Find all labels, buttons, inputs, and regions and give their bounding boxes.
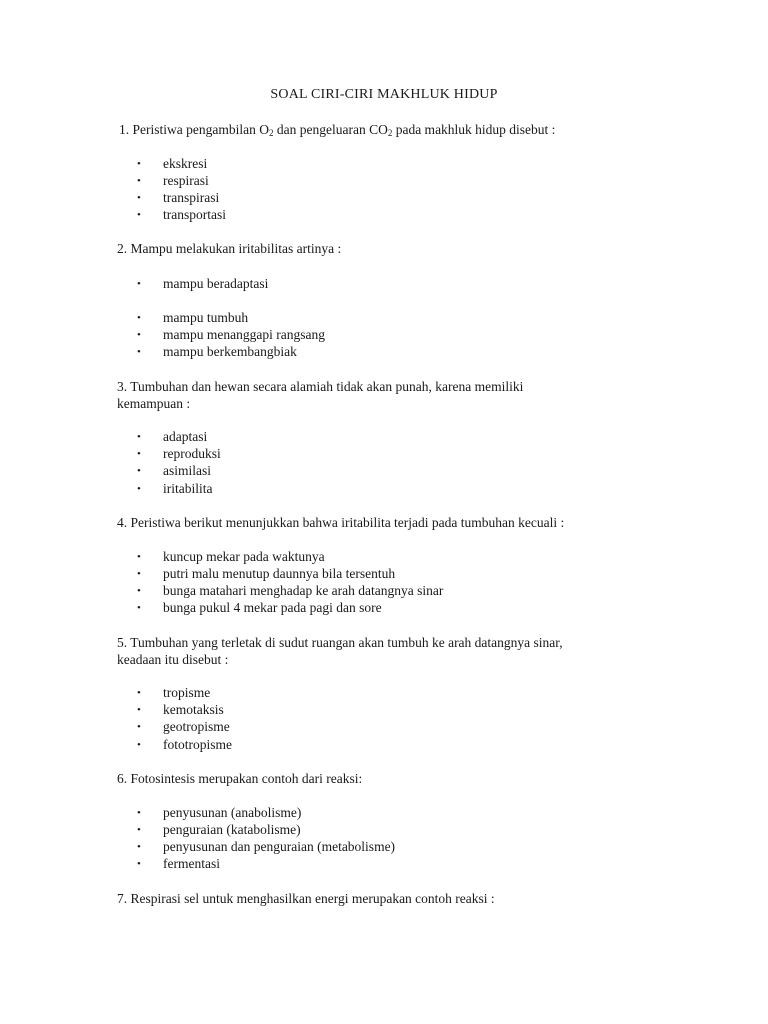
bullet-icon: • xyxy=(137,175,141,187)
question-5-option-a xyxy=(137,684,210,702)
question-5-option-b xyxy=(137,701,224,719)
question-4-option-b xyxy=(137,565,395,583)
option-label: mampu menanggapi rangsang xyxy=(163,327,325,342)
question-2-option-b xyxy=(137,309,248,327)
question-1-part1: 1. Peristiwa pengambilan O xyxy=(119,122,269,137)
bullet-icon: • xyxy=(137,431,141,443)
question-7: 7. Respirasi sel untuk menghasilkan energi merupakan contoh reaksi : xyxy=(117,891,495,906)
bullet-icon: • xyxy=(137,807,141,819)
question-5-line-1: 5. Tumbuhan yang terletak di sudut ruangan akan tumbuh ke arah datangnya sinar, xyxy=(117,635,563,650)
option-label: adaptasi xyxy=(163,429,208,444)
bullet-icon: • xyxy=(137,158,141,170)
option-label: tropisme xyxy=(163,685,211,700)
question-1-option-a xyxy=(137,155,207,173)
question-5-option-d xyxy=(137,736,232,754)
bullet-icon: • xyxy=(137,824,141,836)
question-4-option-c xyxy=(137,582,443,600)
option-label: transpirasi xyxy=(163,190,220,205)
option-label: iritabilita xyxy=(163,481,213,496)
option-label: bunga pukul 4 mekar pada pagi dan sore xyxy=(163,600,382,615)
option-label: reproduksi xyxy=(163,446,221,461)
question-3-line-2: kemampuan : xyxy=(117,396,191,411)
option-label: asimilasi xyxy=(163,463,211,478)
option-label: respirasi xyxy=(163,173,209,188)
option-label: penyusunan dan penguraian (metabolisme) xyxy=(163,839,396,854)
bullet-icon: • xyxy=(137,739,141,751)
option-label: kuncup mekar pada waktunya xyxy=(163,549,325,564)
oxygen-subscript: 2 xyxy=(268,128,274,138)
option-label: fototropisme xyxy=(163,737,232,752)
bullet-icon: • xyxy=(137,841,141,853)
question-3-option-d xyxy=(137,480,213,498)
bullet-icon: • xyxy=(137,465,141,477)
option-label: ekskresi xyxy=(163,156,208,171)
carbon-dioxide-subscript: 2 xyxy=(387,128,393,138)
option-label: mampu berkembangbiak xyxy=(163,344,297,359)
bullet-icon: • xyxy=(137,278,141,290)
question-6: 6. Fotosintesis merupakan contoh dari reaksi: xyxy=(117,771,363,786)
question-3-option-a xyxy=(137,428,207,446)
question-4: 4. Peristiwa berikut menunjukkan bahwa iritabilita terjadi pada tumbuhan kecuali : xyxy=(117,515,565,530)
question-2-option-a xyxy=(137,275,268,293)
bullet-icon: • xyxy=(137,858,141,870)
bullet-icon: • xyxy=(137,346,141,358)
question-1-option-b xyxy=(137,172,209,190)
bullet-icon: • xyxy=(137,329,141,341)
question-6-option-b xyxy=(137,821,301,839)
bullet-icon: • xyxy=(137,312,141,324)
question-1-option-c xyxy=(137,189,219,207)
question-6-option-d xyxy=(137,855,220,873)
bullet-icon: • xyxy=(137,568,141,580)
question-6-option-a xyxy=(137,804,301,822)
document-title: SOAL CIRI-CIRI MAKHLUK HIDUP xyxy=(270,87,498,102)
option-label: mampu tumbuh xyxy=(163,310,249,325)
bullet-icon: • xyxy=(137,602,141,614)
question-3-line-1: 3. Tumbuhan dan hewan secara alamiah tidak akan punah, karena memiliki xyxy=(117,379,524,394)
question-6-option-c xyxy=(137,838,395,856)
bullet-icon: • xyxy=(137,687,141,699)
question-1 xyxy=(119,121,555,142)
option-label: bunga matahari menghadap ke arah datangnya sinar xyxy=(163,583,444,598)
question-1-part3: pada makhluk hidup disebut : xyxy=(392,122,556,137)
bullet-icon: • xyxy=(137,192,141,204)
bullet-icon: • xyxy=(137,551,141,563)
question-3-option-b xyxy=(137,445,221,463)
question-1-part2: dan pengeluaran CO xyxy=(273,122,388,137)
question-2: 2. Mampu melakukan iritabilitas artinya : xyxy=(117,241,342,256)
bullet-icon: • xyxy=(137,721,141,733)
option-label: fermentasi xyxy=(163,856,220,871)
question-3-option-c xyxy=(137,462,211,480)
bullet-icon: • xyxy=(137,704,141,716)
question-4-option-d xyxy=(137,599,382,617)
question-5-option-c xyxy=(137,718,230,736)
bullet-icon: • xyxy=(137,209,141,221)
bullet-icon: • xyxy=(137,483,141,495)
question-2-option-c xyxy=(137,326,325,344)
question-5-line-2: keadaan itu disebut : xyxy=(117,652,229,667)
option-label: penyusunan (anabolisme) xyxy=(163,805,302,820)
question-1-option-d xyxy=(137,206,226,224)
option-label: putri malu menutup daunnya bila tersentuh xyxy=(163,566,396,581)
option-label: transportasi xyxy=(163,207,226,222)
bullet-icon: • xyxy=(137,448,141,460)
option-label: geotropisme xyxy=(163,719,230,734)
bullet-icon: • xyxy=(137,585,141,597)
question-4-option-a xyxy=(137,548,325,566)
option-label: mampu beradaptasi xyxy=(163,276,269,291)
option-label: kemotaksis xyxy=(163,702,224,717)
question-2-option-d xyxy=(137,343,297,361)
option-label: penguraian (katabolisme) xyxy=(163,822,301,837)
